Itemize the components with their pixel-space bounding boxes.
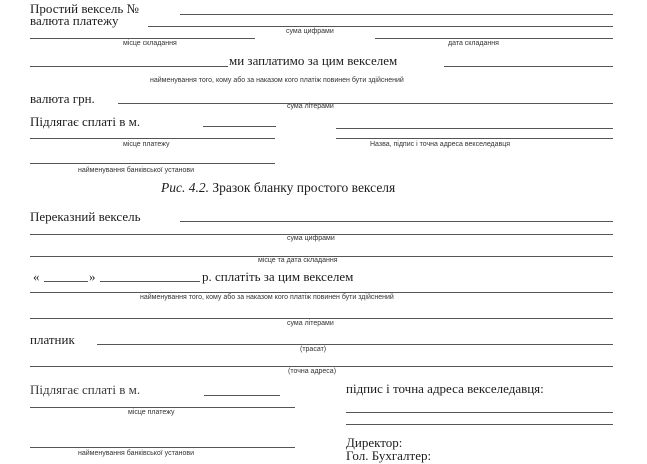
bank-caption: найменування банківської установи	[78, 167, 195, 174]
payee-line-right	[444, 66, 613, 67]
bill-payable-in-label: Підлягає сплаті в м.	[30, 382, 141, 397]
city-line	[203, 126, 276, 127]
bill-payee-caption: найменування того, кому або за наказом кого платіж повинен бути здійснений	[140, 294, 394, 301]
payable-in-label: Підлягає сплаті в м.	[30, 114, 141, 129]
day-line	[44, 281, 88, 282]
bill-drawer-signature-label: підпис і точна адреса векселедавця:	[346, 381, 544, 396]
bill-bank-line	[30, 447, 295, 448]
year-line	[100, 281, 200, 282]
place-of-payment-caption: місце платежу	[123, 141, 170, 148]
currency-label: валюта платежу	[30, 13, 119, 28]
bill-drawer-line-1	[346, 412, 613, 413]
bill-bank-caption: найменування банківської установи	[78, 450, 195, 457]
bill-city-line	[204, 395, 280, 396]
amount-words-line	[118, 103, 613, 104]
bill-title: Переказний вексель	[30, 209, 141, 224]
drawee-caption: (трасат)	[300, 346, 327, 353]
bank-line	[30, 163, 275, 164]
figure-number: Рис. 4.2.	[161, 180, 209, 195]
place-date-caption: місце та дата складання	[258, 257, 338, 264]
bill-payment-place-line	[30, 407, 295, 408]
we-will-pay-text: ми заплатимо за цим векселем	[229, 53, 398, 68]
figure-caption-text: Зразок бланку простого векселя	[212, 180, 396, 195]
number-line	[180, 14, 613, 15]
payment-place-line	[30, 138, 275, 139]
exact-address-caption: (точна адреса)	[288, 368, 337, 375]
figure-caption	[161, 181, 395, 195]
date-of-issue-caption: дата складання	[448, 40, 499, 47]
currency-uah-label: валюта грн.	[30, 91, 95, 106]
bill-amount-words-caption: сума літерами	[287, 320, 334, 327]
payer-line	[97, 344, 613, 345]
bill-title-line	[180, 221, 613, 222]
chief-accountant-label: Гол. Бухгалтер:	[346, 448, 432, 463]
bill-amount-digits-caption: сума цифрами	[287, 235, 335, 242]
address-line	[30, 366, 613, 367]
amount-digits-caption: сума цифрами	[286, 28, 334, 35]
director-label: Директор:	[346, 435, 403, 450]
bill-drawer-line-2	[346, 424, 613, 425]
bill-amount-words-line	[30, 318, 613, 319]
payer-label: платник	[30, 332, 75, 347]
form-title: Простий вексель №	[30, 1, 139, 16]
drawer-signature-caption: Назва, підпис і точна адреса векселедавця	[370, 141, 511, 148]
date-line	[375, 38, 613, 39]
quote-open: «	[33, 269, 40, 284]
bill-payee-line	[30, 292, 613, 293]
currency-line	[148, 26, 613, 27]
payee-line-left	[30, 66, 228, 67]
quote-close: »	[89, 269, 96, 284]
pay-text: р. сплатіть за цим векселем	[202, 269, 354, 284]
drawer-line-2	[336, 138, 613, 139]
drawer-line-1	[336, 128, 613, 129]
amount-words-caption: сума літерами	[287, 103, 334, 110]
bill-place-of-payment-caption: місце платежу	[128, 409, 175, 416]
place-of-issue-caption: місце складання	[123, 40, 177, 47]
payee-caption: найменування того, кому або за наказом кого платіж повинен бути здійснений	[150, 77, 404, 84]
place-line	[30, 38, 255, 39]
